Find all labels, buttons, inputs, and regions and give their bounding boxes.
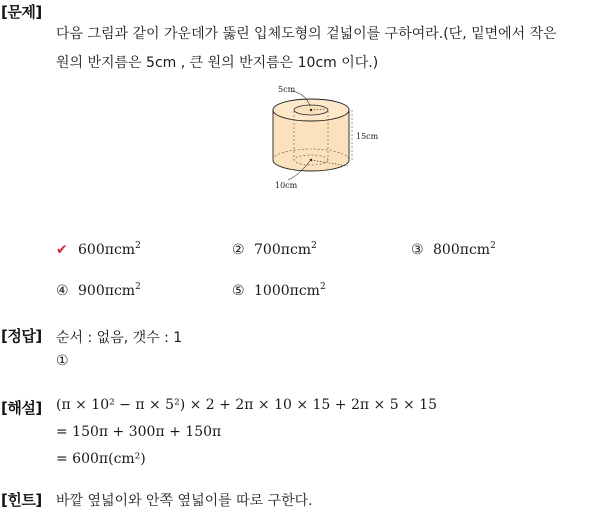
solution-label: [해설] <box>1 399 42 417</box>
label-height: 15cm <box>356 132 379 141</box>
problem-label: [문제] <box>1 3 42 21</box>
hint-text: 바깥 옆넓이와 안쪽 옆넓이를 따로 구한다. <box>56 493 313 509</box>
check-icon: ✔ <box>56 242 68 258</box>
option-5-marker: ⑤ <box>232 283 245 299</box>
solution-line3: = 600π(cm²) <box>56 451 146 467</box>
option-4[interactable]: ④ 900πcm$^2$ <box>56 282 141 299</box>
option-5[interactable]: ⑤ 1000πcm$^2$ <box>232 282 326 299</box>
problem-text-line1: 다음 그림과 같이 가운데가 뚫린 입체도형의 겉넓이를 구하여라.(단, 밑면에서 작은 <box>56 26 557 42</box>
option-2[interactable]: ② 700πcm$^2$ <box>232 241 317 258</box>
answer-label: [정답] <box>1 327 42 345</box>
label-large-radius: 10cm <box>275 181 298 190</box>
option-3-marker: ③ <box>411 242 424 258</box>
solution-line1: (π × 10² − π × 5²) × 2 + 2π × 10 × 15 + 2π × 5 × 15 <box>56 397 438 413</box>
problem-text-line2: 원의 반지름은 5cm , 큰 원의 반지름은 10cm 이다.) <box>56 55 379 71</box>
label-small-radius: 5cm <box>278 85 296 94</box>
hollow-cylinder-figure <box>268 80 388 190</box>
answer-choice: ① <box>56 353 69 369</box>
solution-line2: = 150π + 300π + 150π <box>56 424 222 440</box>
answer-meta: 순서 : 없음, 갯수 : 1 <box>56 330 183 346</box>
option-1[interactable]: ✔ 600πcm$^2$ <box>56 241 141 258</box>
hint-label: [힌트] <box>1 491 42 509</box>
option-3[interactable]: ③ 800πcm$^2$ <box>411 241 496 258</box>
option-2-marker: ② <box>232 242 245 258</box>
option-4-marker: ④ <box>56 283 69 299</box>
